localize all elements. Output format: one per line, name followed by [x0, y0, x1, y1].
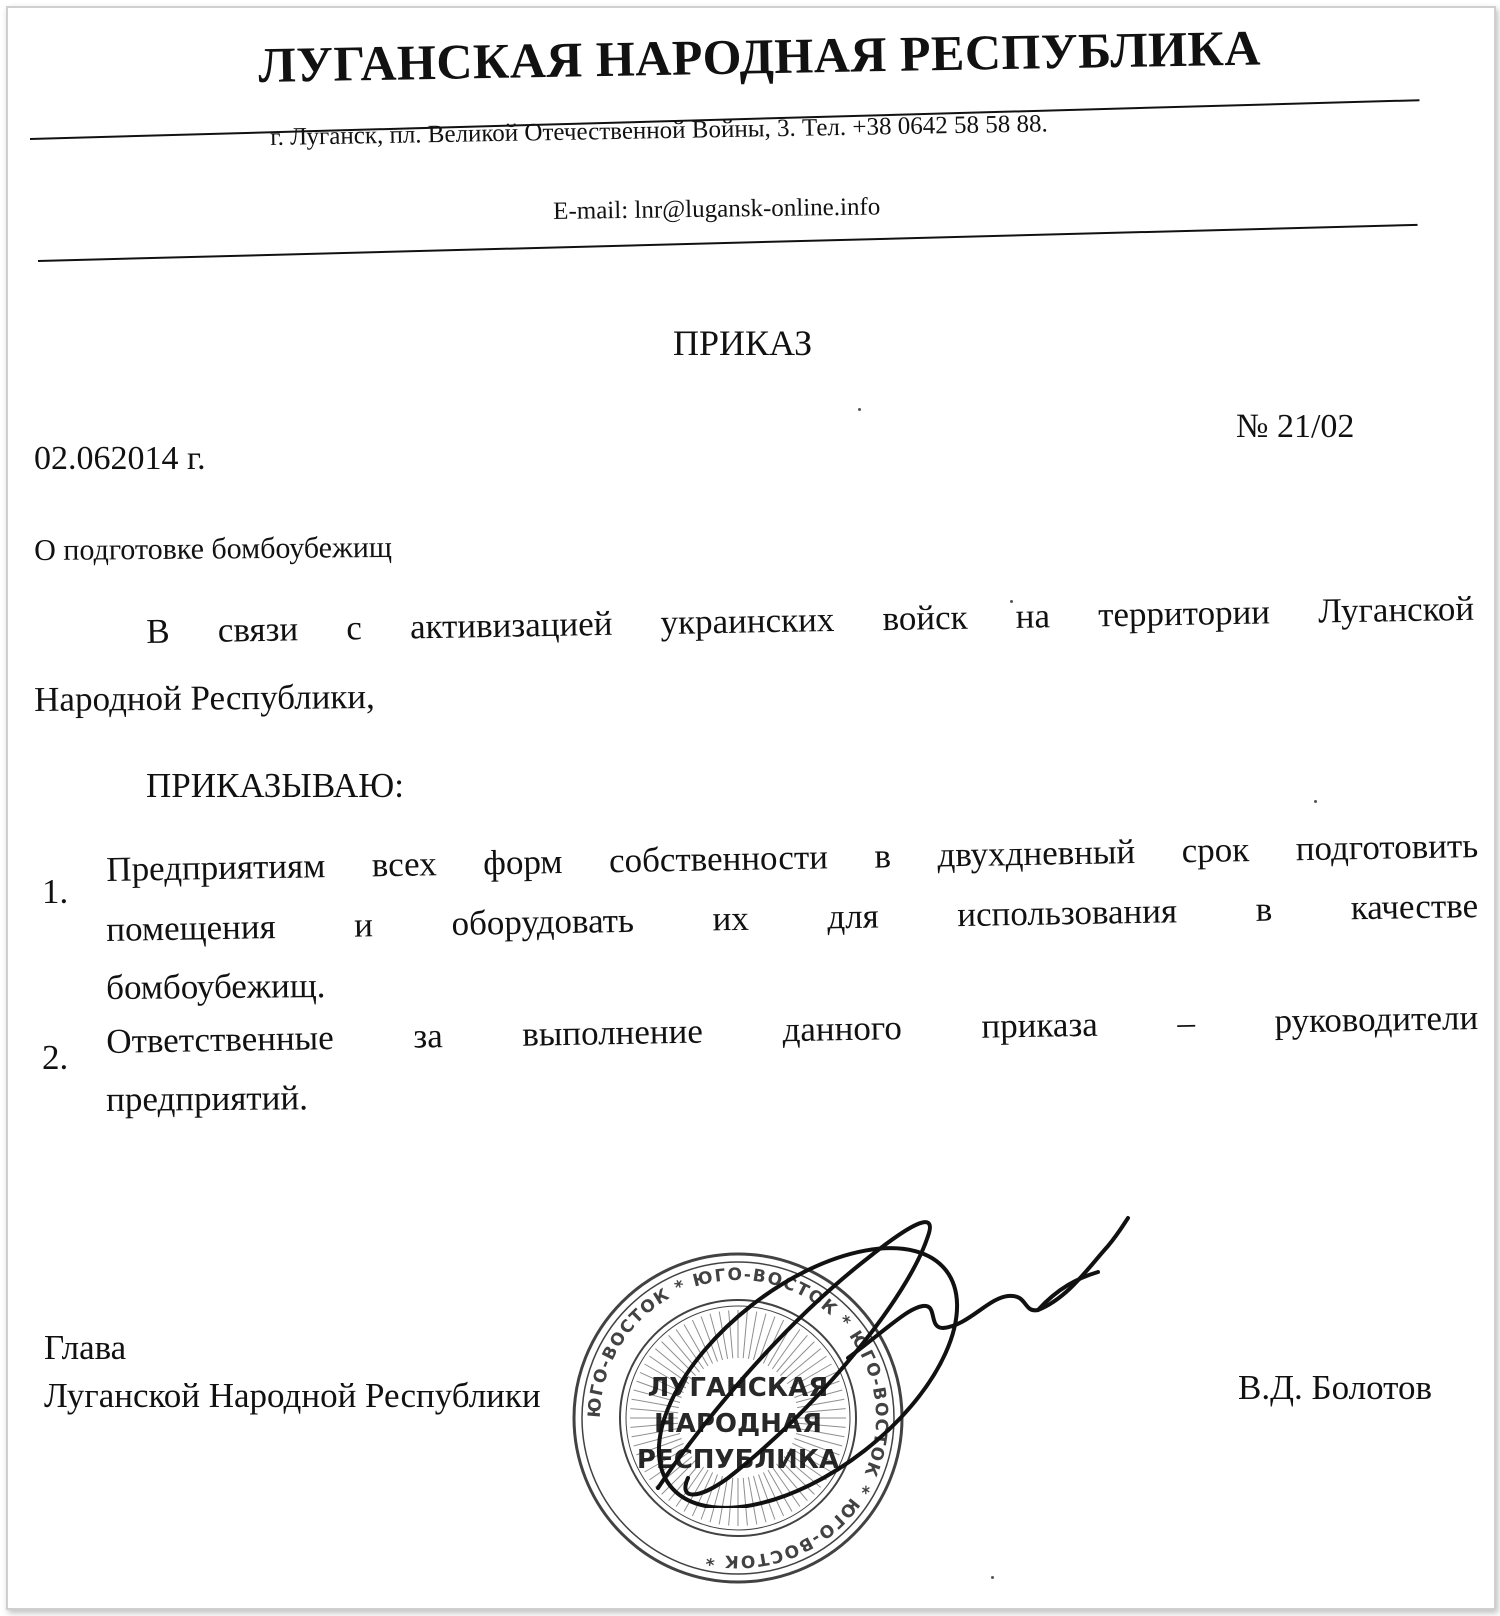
item-2-line-2: предприятий. [106, 1078, 309, 1119]
intro-word: на [1015, 596, 1051, 636]
document-subject: О подготовке бомбоубежищ [34, 530, 393, 567]
item-number: 2. [42, 1038, 69, 1077]
item-word: данного [782, 1008, 903, 1050]
signatory-name: В.Д. Болотов [1238, 1368, 1432, 1407]
letterhead-email: E-mail: lnr@lugansk-online.info [553, 193, 881, 225]
item-word: – [1177, 1002, 1196, 1043]
item-word: для [826, 896, 880, 937]
intro-word: украинских [660, 599, 835, 643]
intro-word: с [345, 608, 363, 648]
document-date: 02.062014 г. [34, 440, 206, 477]
intro-word: В [146, 611, 171, 651]
signatory-position-line-2: Луганской Народной Республики [44, 1376, 541, 1415]
intro-word: войск [882, 597, 968, 639]
item-1-line-3: бомбоубежищ. [106, 966, 326, 1007]
scan-speck [858, 408, 861, 411]
intro-line-1 [146, 589, 1474, 652]
item-word: помещения [106, 907, 276, 949]
item-word: двухдневный [937, 832, 1136, 875]
document-page [6, 6, 1496, 1610]
seal-ring-text: ЮГО-ВОСТОК * ЮГО-ВОСТОК * ЮГО-ВОСТОК * ЮГО-ВОСТОК * [584, 1264, 892, 1572]
item-1-line-1 [106, 826, 1478, 890]
scan-speck [1010, 600, 1013, 603]
item-word: и [353, 905, 374, 945]
item-word: оборудовать [451, 900, 635, 943]
letterhead-address: г. Луганск, пл. Великой Отечественной Войны, 3. Тел. +38 0642 58 58 88. [270, 110, 1048, 151]
seal-center-line-2: НАРОДНАЯ [653, 1409, 823, 1439]
item-word: Ответственные [106, 1018, 335, 1061]
letterhead-bottom-rule [38, 224, 1418, 262]
intro-word: Луганской [1317, 588, 1475, 631]
item-word: срок [1181, 830, 1250, 871]
item-2-line-1 [106, 998, 1478, 1062]
intro-line-2: Народной Республики, [34, 677, 375, 719]
seal-center-line-1: ЛУГАНСКАЯ [647, 1373, 829, 1403]
item-word: собственности [608, 837, 829, 881]
intro-word: связи [217, 609, 299, 650]
item-word: их [712, 898, 750, 939]
order-heading: ПРИКАЗЫВАЮ: [146, 766, 404, 805]
document-number: № 21/02 [1236, 408, 1355, 445]
item-word: в [874, 836, 892, 876]
letterhead-title: ЛУГАНСКАЯ НАРОДНАЯ РЕСПУБЛИКА [258, 19, 1262, 93]
scan-speck [991, 1576, 994, 1579]
document-title: ПРИКАЗ [673, 323, 813, 363]
item-word: качестве [1350, 886, 1479, 928]
signatory-position-line-1: Глава [44, 1328, 127, 1367]
intro-word: активизацией [409, 603, 613, 647]
item-word: за [412, 1016, 444, 1056]
intro-word: территории [1097, 592, 1271, 635]
item-word: форм [482, 842, 563, 883]
item-word: всех [371, 844, 438, 885]
item-number: 1. [42, 872, 69, 911]
handwritten-signature [638, 1188, 1158, 1508]
item-word: Предприятиям [106, 846, 326, 889]
scan-speck [1314, 800, 1317, 803]
item-word: использования [956, 891, 1178, 935]
item-1-line-2 [106, 886, 1478, 950]
item-word: выполнение [521, 1011, 704, 1054]
item-word: подготовить [1295, 826, 1479, 869]
item-word: в [1255, 889, 1273, 929]
item-word: приказа [981, 1004, 1099, 1046]
seal-center-line-3: РЕСПУБЛИКА [636, 1445, 840, 1475]
item-word: руководители [1274, 998, 1479, 1041]
